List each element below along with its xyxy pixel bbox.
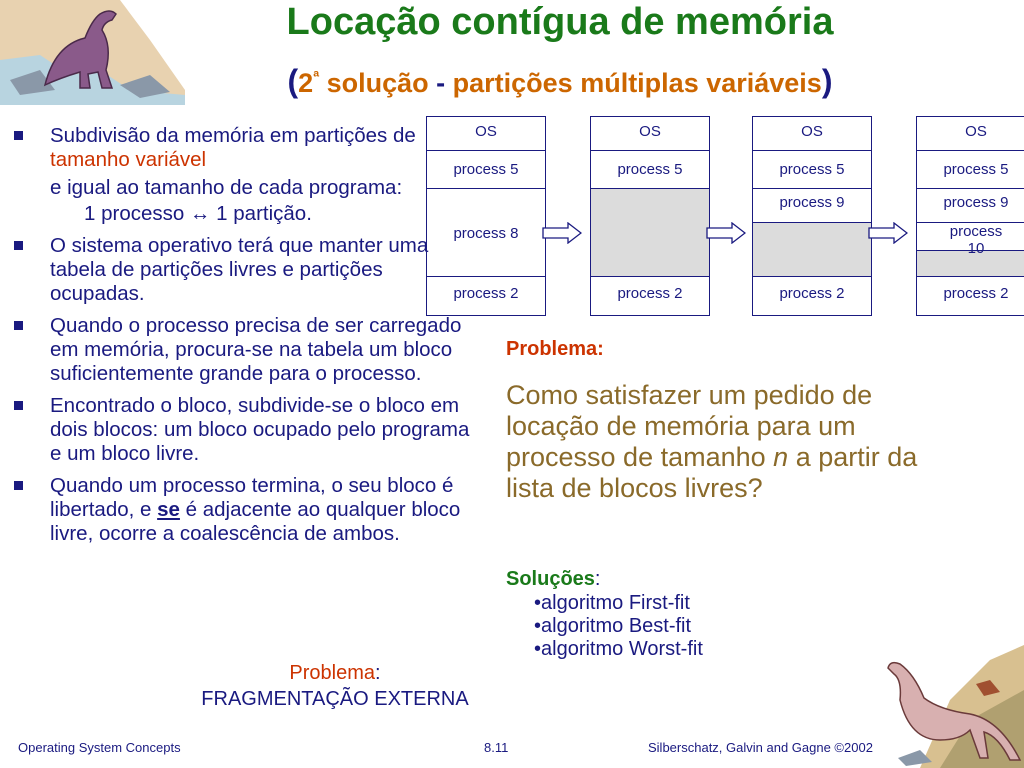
bullet-square-icon	[14, 131, 23, 140]
bullet-square-icon	[14, 321, 23, 330]
os-block: OS	[591, 117, 709, 151]
process-block: process 5	[753, 151, 871, 189]
right-arrow-icon	[868, 222, 908, 244]
process-block: process 9	[753, 189, 871, 223]
process-block: process 2	[943, 285, 1009, 302]
process-block: process 2	[453, 285, 519, 302]
process-block: process 10	[917, 223, 1024, 251]
bullet-center-line: 1 processo ↔ 1 partição.	[84, 202, 312, 225]
fragmentation-problem: Problema: FRAGMENTAÇÃO EXTERNA	[201, 662, 469, 710]
solutions-list	[534, 592, 703, 661]
right-arrow-icon	[706, 222, 746, 244]
problem-text: Como satisfazer um pedido de locação de memória para um processo de tamanho n a partir da lista de blocos livres?	[506, 380, 918, 503]
process-block: process 2	[779, 285, 845, 302]
bullet-item: Encontrado o bloco, subdivide-se o bloco em dois blocos: um bloco ocupado pelo programa e um bloco livre.	[12, 394, 472, 466]
bullet-square-icon	[14, 401, 23, 410]
dinosaur-illustration-bottom-right	[880, 640, 1024, 768]
free-block	[753, 223, 871, 277]
process-block: process 5	[917, 151, 1024, 189]
memory-diagram-1	[426, 116, 546, 316]
memory-diagram-2	[590, 116, 710, 316]
memory-diagram-4	[916, 116, 1024, 316]
process-block: process 9	[917, 189, 1024, 223]
bullet-list	[12, 124, 472, 554]
footer-right: Silberschatz, Galvin and Gagne ©2002	[648, 740, 873, 755]
right-arrow-icon	[542, 222, 582, 244]
dinosaur-illustration-top-left	[0, 0, 185, 105]
bullet-item: Subdivisão da memória em partições de tamanho variável	[12, 124, 472, 172]
process-block: process 2	[617, 285, 683, 302]
memory-diagram-3	[752, 116, 872, 316]
solution-item: •algoritmo First-fit	[534, 592, 690, 614]
os-block: OS	[427, 117, 545, 151]
solution-item: •algoritmo Worst-fit	[534, 638, 703, 660]
bullet-item: Quando um processo termina, o seu bloco é libertado, e se é adjacente ao qualquer bloco livre, ocorre a coalescência de ambos.	[12, 474, 472, 546]
os-block: OS	[753, 117, 871, 151]
bullet-item: Quando o processo precisa de ser carregado em memória, procura-se na tabela um bloco suficientemente grande para o processo.	[12, 314, 472, 386]
problem-title: Problema:	[506, 338, 604, 360]
solution-item: •algoritmo Best-fit	[534, 615, 692, 637]
bullet-continuation: e igual ao tamanho de cada programa:	[50, 176, 403, 199]
bullet-square-icon	[14, 481, 23, 490]
os-block: OS	[917, 117, 1024, 151]
free-block	[591, 189, 709, 277]
slide-title: Locação contígua de memória	[286, 1, 834, 43]
footer-page-number: 8.11	[484, 740, 509, 755]
slide-subtitle: ($2^ª$ solução - partições múltiplas variáveis)	[287, 63, 833, 99]
footer-left: Operating System Concepts	[18, 740, 181, 755]
solutions-title: Soluções:	[506, 568, 601, 590]
bullet-square-icon	[14, 241, 23, 250]
process-block: process 5	[591, 151, 709, 189]
bullet-item: O sistema operativo terá que manter uma tabela de partições livres e partições ocupadas.	[12, 234, 472, 306]
process-block: process 5	[427, 151, 545, 189]
process-block: process 8	[427, 189, 545, 277]
